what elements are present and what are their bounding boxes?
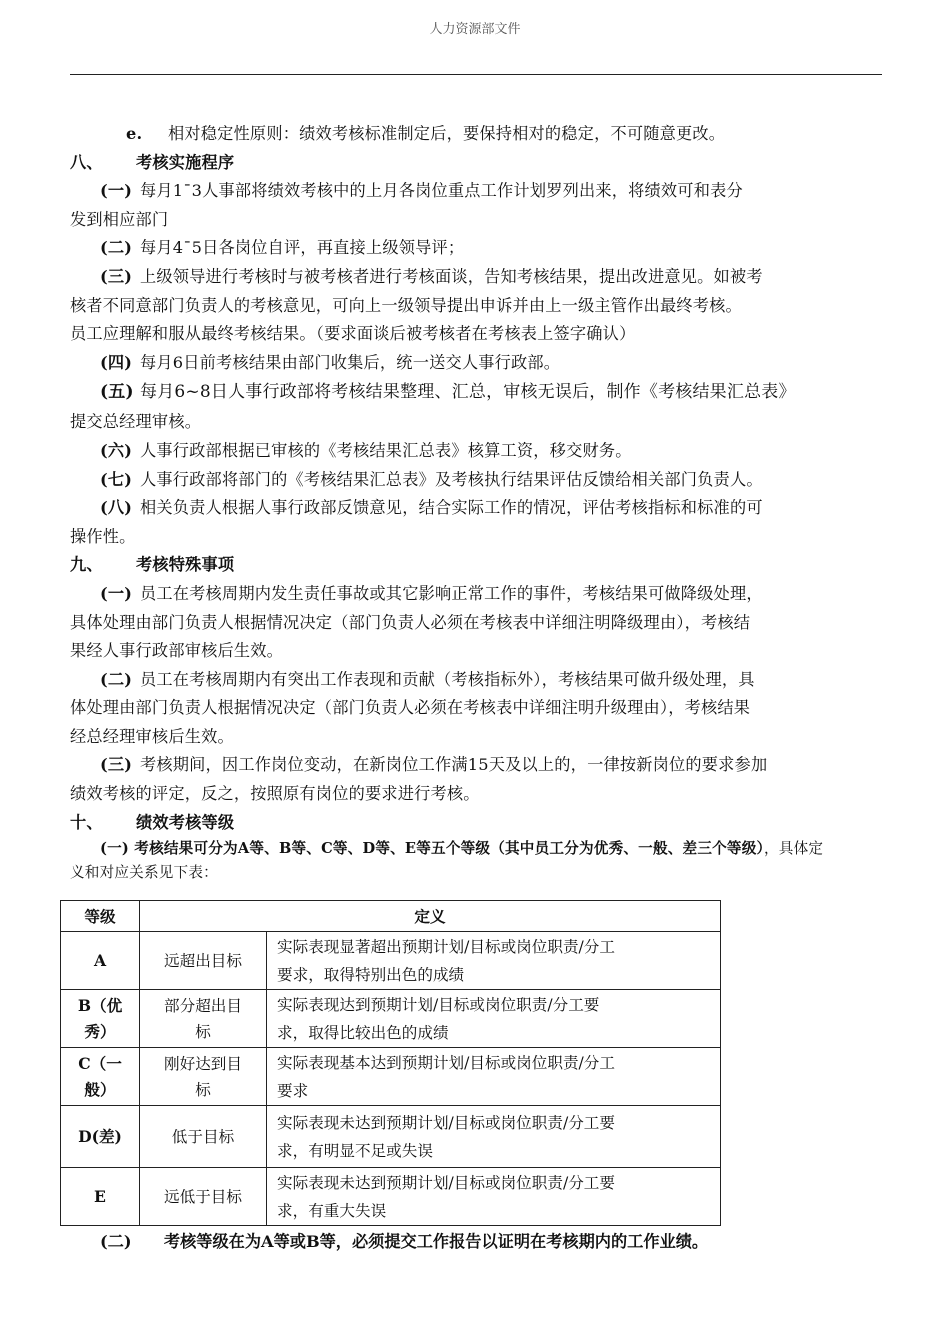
grade-text: D(差) bbox=[78, 1126, 122, 1146]
definition-line: 求，有明显不足或失误 bbox=[277, 1141, 433, 1160]
s8-item-7-label: (七) bbox=[100, 469, 133, 489]
principle-e-label: e. bbox=[126, 124, 143, 143]
grade-name-text: 低于目标 bbox=[171, 1127, 235, 1146]
table-row bbox=[61, 1048, 721, 1106]
s8-item-7-line-1 bbox=[70, 466, 882, 495]
grade-name-text: 标 bbox=[195, 1080, 211, 1099]
s8-item-5-line-1 bbox=[70, 377, 882, 408]
s8-item-3-line-2: 核者不同意部门负责人的考核意见，可向上一级领导提出申诉并由上一级主管作出最终考核。 bbox=[70, 295, 742, 315]
grade-cell bbox=[61, 990, 140, 1048]
header-rule bbox=[70, 74, 882, 75]
definition-line: 要求 bbox=[277, 1081, 309, 1100]
table-row bbox=[61, 932, 721, 990]
s9-item-3-line-1 bbox=[70, 751, 882, 780]
s10-intro-line-2: 义和对应关系见下表： bbox=[70, 864, 218, 882]
s8-item-8-line-2: 操作性。 bbox=[70, 526, 136, 546]
s8-item-2-label: (二) bbox=[100, 238, 133, 258]
grade-cell bbox=[61, 1106, 140, 1168]
grade-definition-cell bbox=[267, 1168, 721, 1226]
definition-header: 定义 bbox=[140, 901, 721, 932]
table-row bbox=[61, 1106, 721, 1168]
s8-item-4-label: (四) bbox=[100, 352, 133, 372]
s8-item-1-line-1 bbox=[70, 177, 882, 206]
grade-definition-cell bbox=[267, 1048, 721, 1106]
s8-item-5-label: (五) bbox=[100, 382, 134, 403]
grade-text: A bbox=[93, 950, 107, 970]
s8-item-3-line-1 bbox=[70, 263, 882, 292]
s9-item-2-line-1 bbox=[70, 666, 882, 695]
s8-item-4-text: 每月6日前考核结果由部门收集后，统一送交人事行政部。 bbox=[140, 352, 561, 372]
grade-name-cell bbox=[140, 1106, 267, 1168]
section-8-heading bbox=[70, 149, 882, 178]
s8-item-6-text: 人事行政部根据已审核的《考核结果汇总表》核算工资，移交财务。 bbox=[140, 440, 632, 460]
grade-name-text: 远超出目标 bbox=[164, 951, 242, 970]
s8-item-8-line-1 bbox=[70, 494, 882, 523]
grade-name-text: 刚好达到目 bbox=[164, 1054, 242, 1073]
table-row bbox=[61, 990, 721, 1048]
section-9-title: 考核特殊事项 bbox=[136, 555, 235, 575]
section-8-number: 八、 bbox=[70, 152, 103, 172]
grade-definition-cell bbox=[267, 990, 721, 1048]
s9-item-3-line-2: 绩效考核的评定，反之，按照原有岗位的要求进行考核。 bbox=[70, 784, 480, 804]
grade-name-cell bbox=[140, 1048, 267, 1106]
s8-item-1-label: (一) bbox=[100, 181, 133, 201]
definition-line: 实际表现基本达到预期计划/目标或岗位职责/分工 bbox=[277, 1053, 615, 1072]
s9-item-1-line-3: 果经人事行政部审核后生效。 bbox=[70, 641, 284, 661]
grade-name-text: 部分超出目 bbox=[164, 996, 242, 1015]
grade-text: C（一 bbox=[78, 1053, 122, 1073]
grade-table bbox=[60, 900, 721, 1226]
s9-item-1-label: (一) bbox=[100, 583, 133, 603]
s9-item-2-text: 员工在考核周期内有突出工作表现和贡献（考核指标外），考核结果可做升级处理，具 bbox=[140, 669, 755, 689]
s9-item-1-line-2: 具体处理由部门负责人根据情况决定（部门负责人必须在考核表中详细注明降级理由），考核结 bbox=[70, 612, 751, 632]
s8-item-2-line-1 bbox=[70, 234, 882, 263]
section-8-title: 考核实施程序 bbox=[136, 152, 235, 172]
document-body bbox=[70, 120, 882, 885]
section-10-number: 十、 bbox=[70, 812, 103, 832]
grade-cell bbox=[61, 1048, 140, 1106]
section-9-number: 九、 bbox=[70, 555, 103, 575]
s8-item-5-line-2: 提交总经理审核。 bbox=[70, 412, 202, 432]
definition-line: 求，有重大失误 bbox=[277, 1201, 387, 1220]
grade-table-header bbox=[61, 901, 721, 932]
section-9-heading bbox=[70, 551, 882, 580]
grade-cell bbox=[61, 932, 140, 990]
s8-item-5-text: 每月6~8日人事行政部将考核结果整理、汇总，审核无误后，制作《考核结果汇总表》 bbox=[140, 382, 796, 403]
section-10-title: 绩效考核等级 bbox=[136, 812, 235, 832]
definition-line: 要求，取得特别出色的成绩 bbox=[277, 965, 465, 984]
grade-text: E bbox=[94, 1186, 106, 1206]
s8-item-6-label: (六) bbox=[100, 440, 133, 460]
s9-item-2-line-2: 体处理由部门负责人根据情况决定（部门负责人必须在考核表中详细注明升级理由），考核结果 bbox=[70, 698, 751, 718]
grade-name-cell bbox=[140, 1168, 267, 1226]
grade-text: 般） bbox=[84, 1079, 116, 1099]
definition-line: 实际表现显著超出预期计划/目标或岗位职责/分工 bbox=[277, 937, 615, 956]
s9-item-2-label: (二) bbox=[100, 669, 133, 689]
s10-note: (二) 考核等级在为A等或B等，必须提交工作报告以证明在考核期内的工作业绩。 bbox=[100, 1232, 709, 1251]
s8-item-8-label: (八) bbox=[100, 498, 133, 518]
definition-line: 实际表现未达到预期计划/目标或岗位职责/分工要 bbox=[277, 1113, 615, 1132]
s10-intro-rest: ，具体定 bbox=[764, 840, 824, 858]
grade-name-cell bbox=[140, 932, 267, 990]
s8-item-1-text: 每月1¯3人事部将绩效考核中的上月各岗位重点工作计划罗列出来，将绩效可和表分 bbox=[140, 181, 743, 201]
s10-intro-bold: (一) 考核结果可分为A等、B等、C等、D等、E等五个等级（其中员工分为优秀、一般、差三个等级） bbox=[100, 840, 764, 858]
grade-name-text: 远低于目标 bbox=[164, 1187, 242, 1206]
s8-item-7-text: 人事行政部将部门的《考核结果汇总表》及考核执行结果评估反馈给相关部门负责人。 bbox=[140, 469, 763, 489]
definition-line: 实际表现达到预期计划/目标或岗位职责/分工要 bbox=[277, 995, 600, 1014]
s8-item-2-text: 每月4¯5日各岗位自评，再直接上级领导评； bbox=[140, 238, 465, 258]
grade-text: 秀） bbox=[84, 1021, 116, 1041]
grade-header: 等级 bbox=[61, 901, 140, 932]
s8-item-3-text: 上级领导进行考核时与被考核者进行考核面谈，告知考核结果，提出改进意见。如被考 bbox=[140, 266, 763, 286]
grade-definition-cell bbox=[267, 1106, 721, 1168]
s9-item-2-line-3: 经总经理审核后生效。 bbox=[70, 726, 234, 746]
s8-item-8-text: 相关负责人根据人事行政部反馈意见，结合实际工作的情况，评估考核指标和标准的可 bbox=[140, 498, 763, 518]
s10-intro-line-1 bbox=[70, 837, 882, 861]
grade-text: B（优 bbox=[77, 995, 123, 1015]
s8-item-6-line-1 bbox=[70, 437, 882, 466]
section-10-heading bbox=[70, 809, 882, 838]
table-row bbox=[61, 1168, 721, 1226]
s9-item-3-label: (三) bbox=[100, 755, 133, 775]
grade-cell bbox=[61, 1168, 140, 1226]
definition-line: 实际表现未达到预期计划/目标或岗位职责/分工要 bbox=[277, 1173, 615, 1192]
s9-item-1-line-1 bbox=[70, 580, 882, 609]
s8-item-3-line-3: 员工应理解和服从最终考核结果。（要求面谈后被考核者在考核表上签字确认） bbox=[70, 324, 636, 344]
s8-item-1-line-2: 发到相应部门 bbox=[70, 209, 169, 229]
page-header-title: 人力资源部文件 bbox=[429, 22, 521, 37]
grade-name-text: 标 bbox=[195, 1022, 211, 1041]
grade-name-cell bbox=[140, 990, 267, 1048]
definition-line: 求，取得比较出色的成绩 bbox=[277, 1023, 449, 1042]
grade-definition-cell bbox=[267, 932, 721, 990]
s9-item-3-text: 考核期间，因工作岗位变动，在新岗位工作满15天及以上的，一律按新岗位的要求参加 bbox=[140, 755, 768, 775]
s9-item-1-text: 员工在考核周期内发生责任事故或其它影响正常工作的事件，考核结果可做降级处理， bbox=[140, 583, 763, 603]
principle-e bbox=[70, 120, 882, 149]
s8-item-4-line-1 bbox=[70, 349, 882, 378]
principle-e-text: 相对稳定性原则：绩效考核标准制定后，要保持相对的稳定，不可随意更改。 bbox=[168, 124, 726, 143]
s8-item-3-label: (三) bbox=[100, 266, 133, 286]
